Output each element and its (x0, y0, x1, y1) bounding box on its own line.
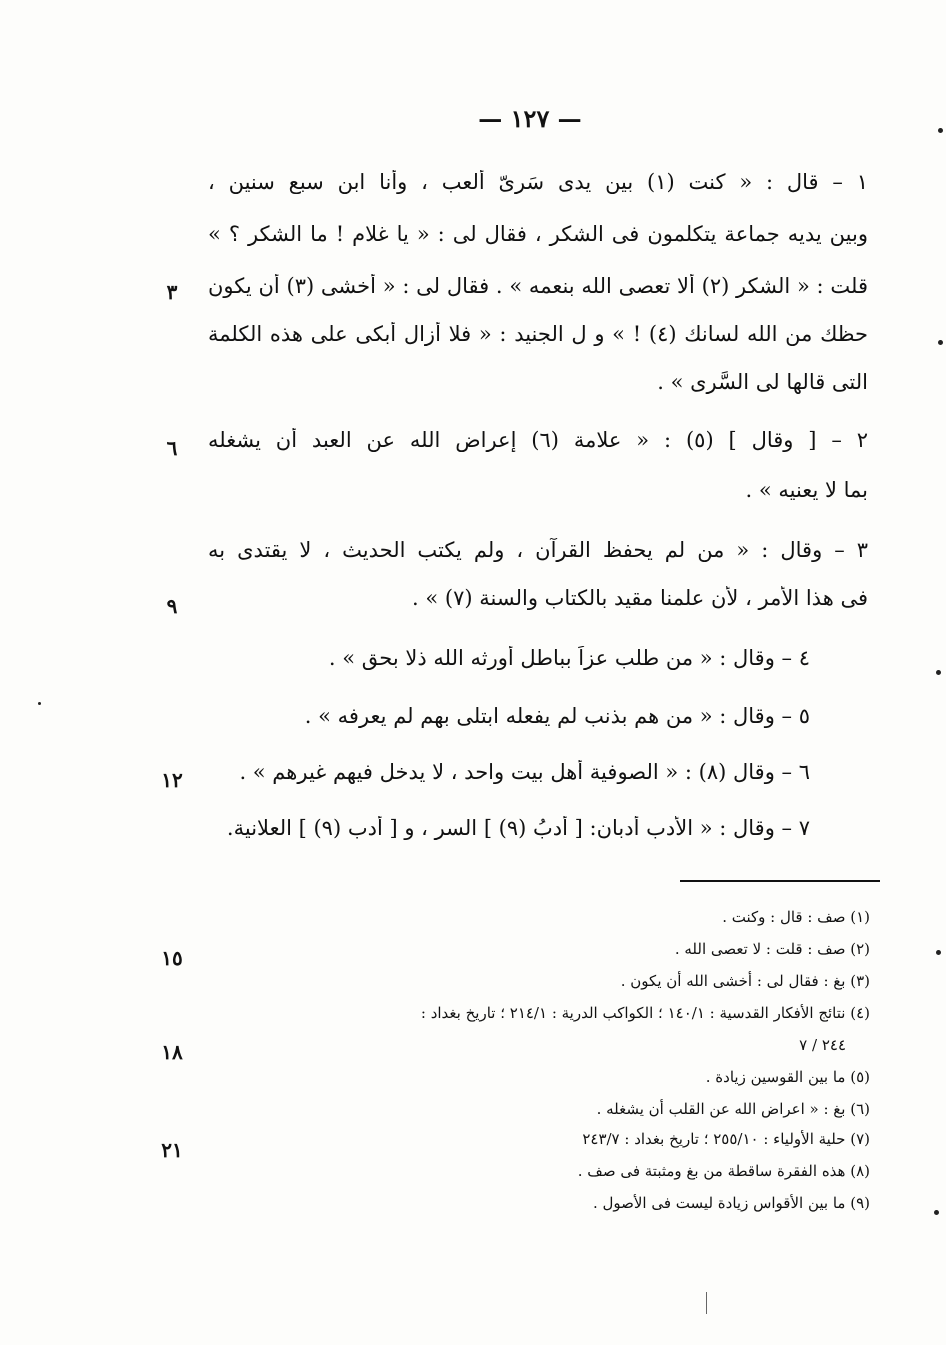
footnote-4: (٤) نتائج الأفكار القدسية : ١٤٠/١ ؛ الكواكب الدرية : ٢١٤/١ ؛ تاريخ بغداد : (420, 1004, 870, 1022)
body-line-10: ٤ – وقال : « من طلب عزاً بباطل أورثه الله ذلا بحق » . (328, 646, 810, 670)
margin-number-9: ٩ (166, 594, 178, 618)
margin-number-12: ١٢ (161, 768, 183, 792)
scan-speck (938, 340, 943, 345)
margin-number-3: ٣ (166, 280, 178, 304)
margin-number-6: ٦ (166, 436, 178, 460)
body-line-3: قلت : « الشكر (٢) ألا تعصى الله بنعمه » . فقال لى : « أخشى (٣) أن يكون (208, 274, 868, 298)
scan-speck (936, 950, 941, 955)
page-number: — ١٢٧ — (478, 104, 582, 133)
scan-mark (706, 1292, 707, 1314)
body-line-12: ٦ – وقال (٨) : « الصوفية أهل بيت واحد ، لا يدخل فيهم غيرهم » . (239, 760, 810, 784)
footnote-4-continued: ٢٤٤ / ٧ (799, 1036, 846, 1054)
body-line-4: حظك من الله لسانك (٤) ! » و ل الجنيد : « فلا أزال أبكى على هذه الكلمة (208, 322, 868, 346)
footnote-separator (680, 880, 880, 882)
footnote-2: (٢) صف : قلت : لا تعصى الله . (674, 940, 870, 958)
footnote-1: (١) صف : قال : وكنت . (722, 908, 870, 926)
body-line-9: فى هذا الأمر ، لأن علمنا مقيد بالكتاب والسنة (٧) » . (412, 586, 868, 610)
body-line-13: ٧ – وقال : « الأدب أدبان: [ أدبُ (٩) ] السر ، و [ أدب (٩) ] العلانية. (226, 816, 810, 840)
body-line-2: وبين يديه جماعة يتكلمون فى الشكر ، فقال لى : « يا غلام ! ما الشكر ؟ » (208, 222, 868, 246)
footnote-9: (٩) ما بين الأقواس زيادة ليست فى الأصول . (592, 1194, 870, 1212)
margin-number-21: ٢١ (161, 1138, 183, 1162)
body-line-6: ٢ – [ وقال ] (٥) : « علامة (٦) إعراض الله عن العبد أن يشغله (208, 428, 868, 452)
footnote-7: (٧) حلية الأولياء : ٢٥٥/١٠ ؛ تاريخ بغداد : ٢٤٣/٧ (582, 1130, 870, 1148)
body-line-11: ٥ – وقال : « من هم بذنب لم يفعله ابتلى بهم لم يعرفه » . (304, 704, 810, 728)
footnote-5: (٥) ما بين القوسين زيادة . (705, 1068, 870, 1086)
body-line-8: ٣ – وقال : « من لم يحفظ القرآن ، ولم يكتب الحديث ، لا يقتدى به (208, 538, 868, 562)
footnote-8: (٨) هذه الفقرة ساقطة من بغ ومثبتة فى صف . (577, 1162, 870, 1180)
body-line-7: بما لا يعنيه » . (745, 478, 868, 502)
footnote-3: (٣) بغ : فقال لى : أخشى الله أن يكون . (620, 972, 870, 990)
footnote-6: (٦) بغ : « اعراض الله عن القلب أن يشغله . (596, 1100, 870, 1118)
scan-speck (938, 128, 943, 133)
margin-number-18: ١٨ (161, 1040, 183, 1064)
scan-speck (38, 702, 41, 705)
scan-speck (934, 1210, 939, 1215)
body-line-5: التى قالها لى السَّرِى » . (657, 370, 868, 394)
scan-speck (936, 670, 941, 675)
margin-number-15: ١٥ (161, 946, 183, 970)
body-line-1: ١ – قال : « كنت (١) بين يدى سَرىّ ألعب ، وأنا ابن سبع سنين ، (208, 170, 868, 194)
